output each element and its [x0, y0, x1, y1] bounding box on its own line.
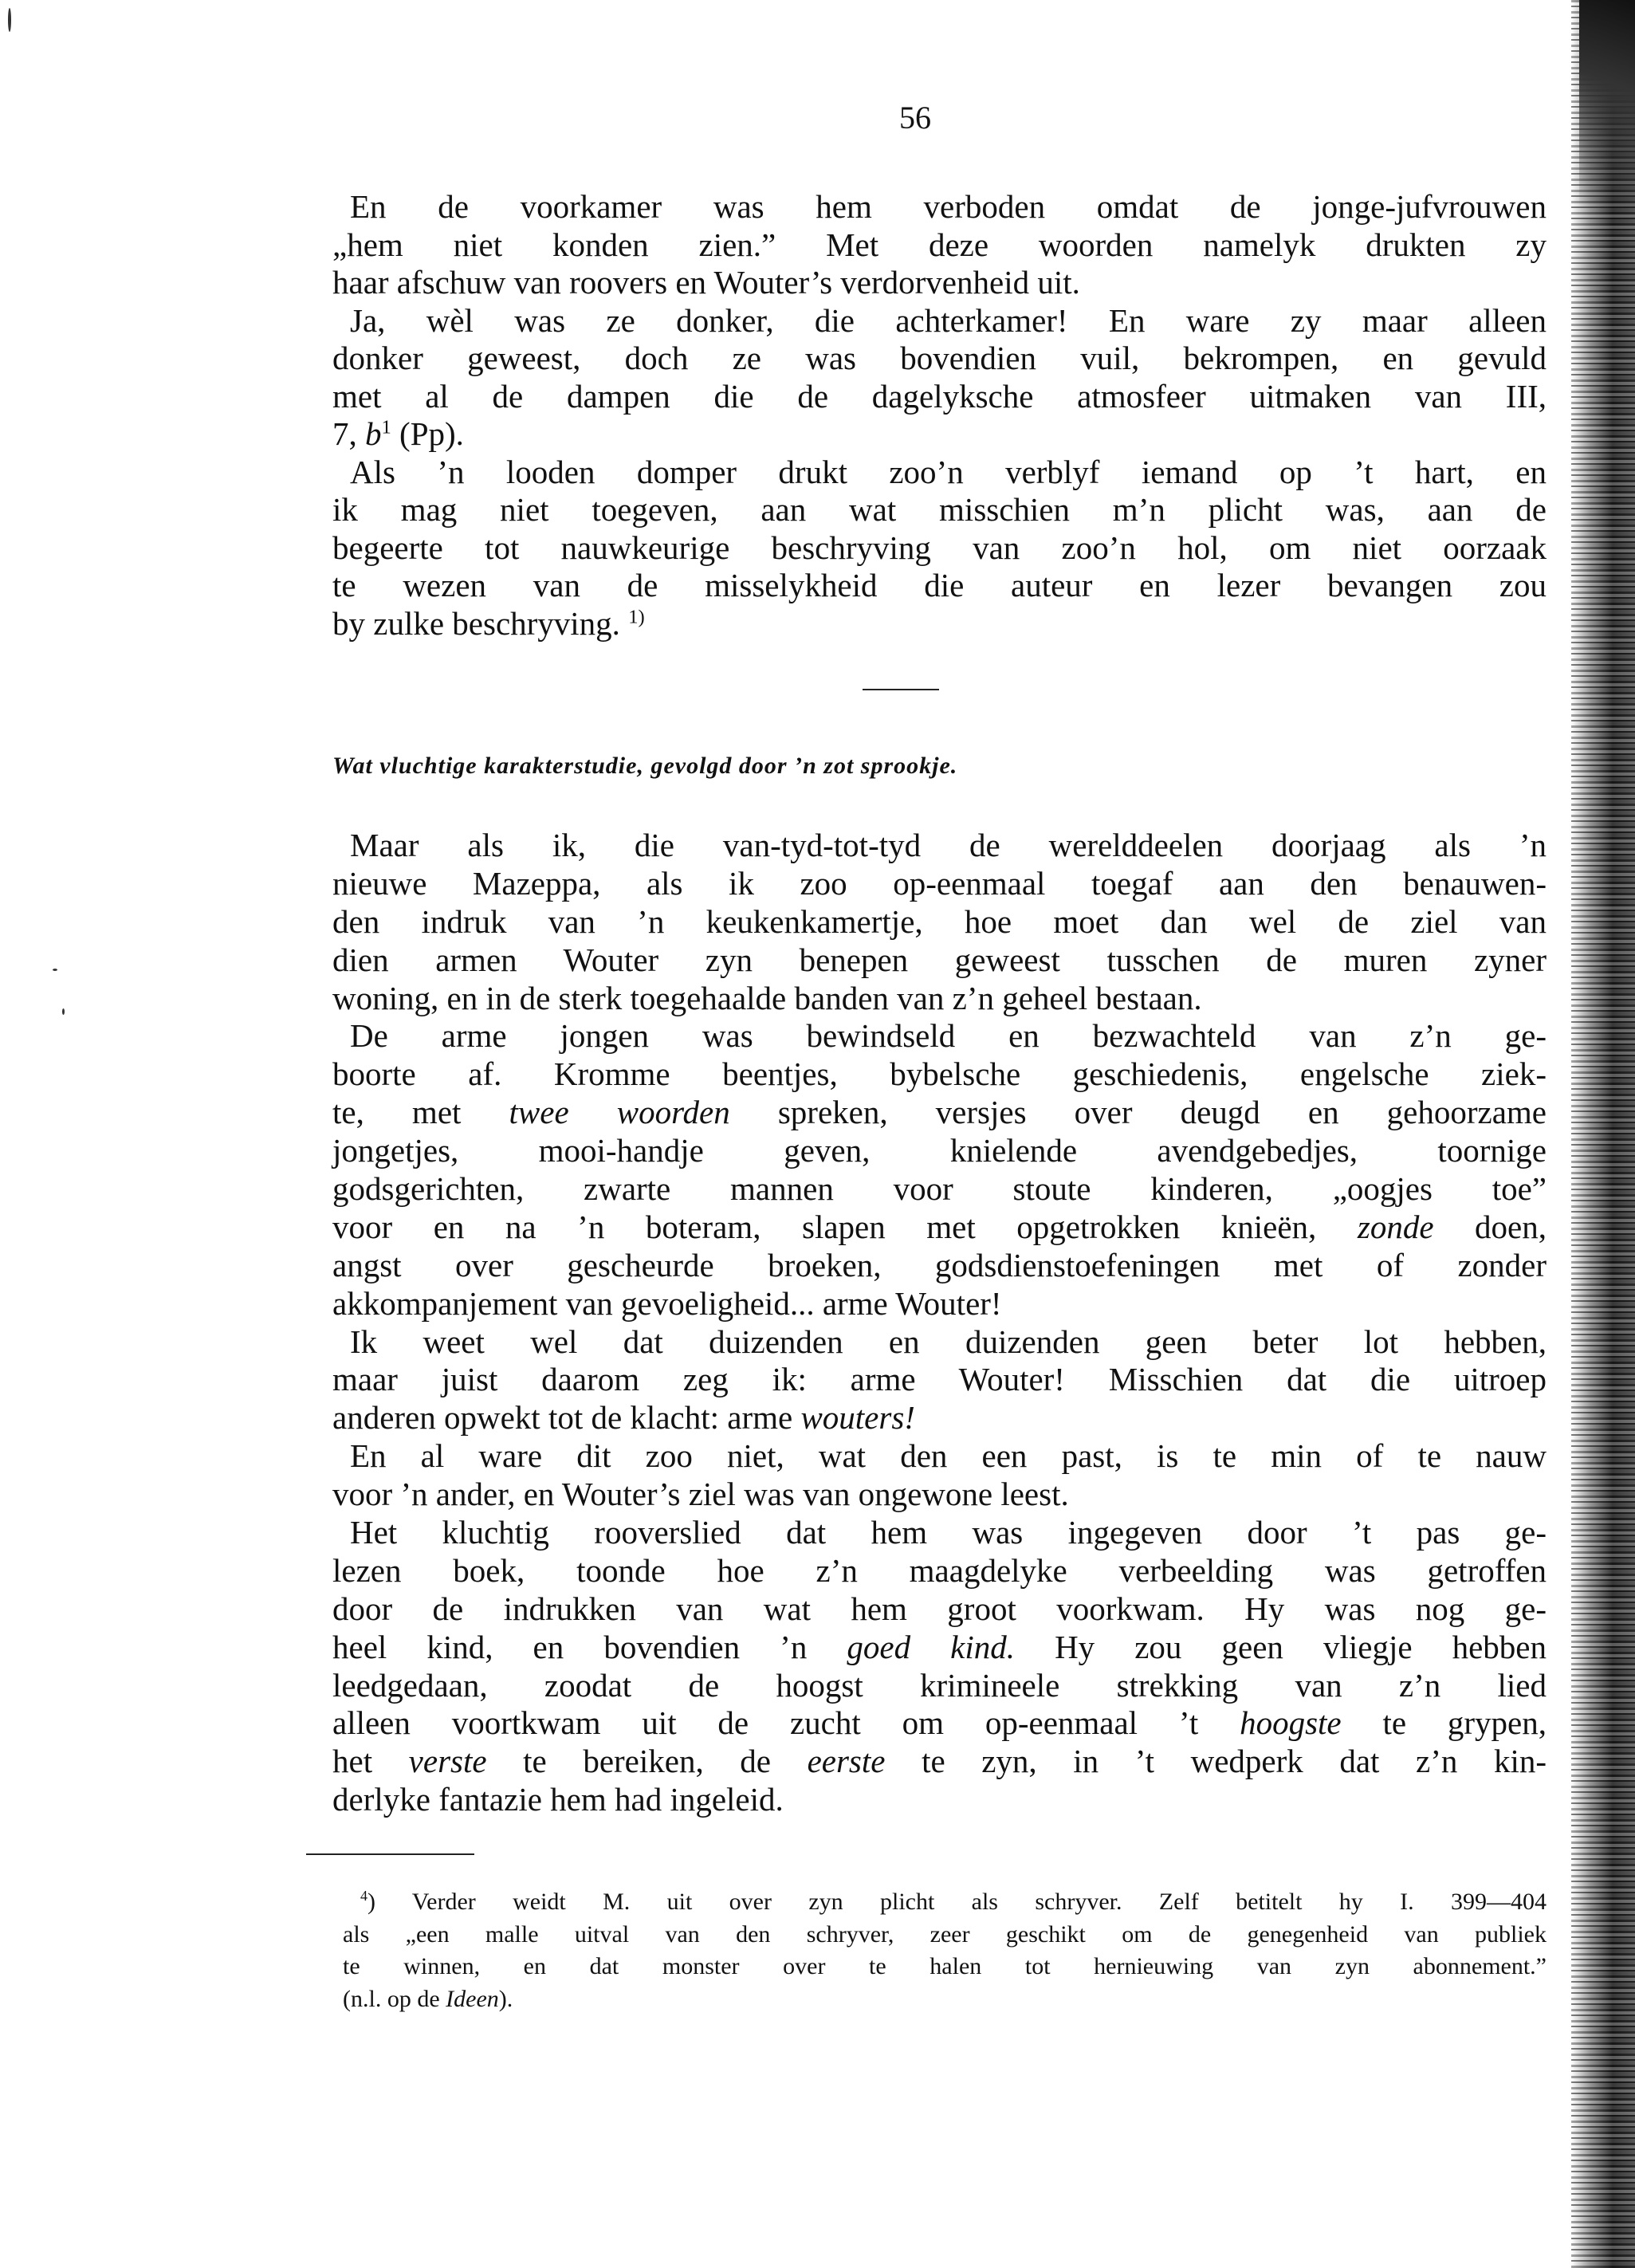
text-run: Ik weet wel dat duizenden en duizenden geen beter lot hebben,	[350, 1323, 1547, 1360]
text-run: lezen boek, toonde hoe z’n maagdelyke verbeelding was getroffen	[332, 1551, 1547, 1589]
italic-text: wouters!	[800, 1399, 915, 1437]
opening-paragraph-line	[332, 605, 1547, 643]
body-paragraph-line	[332, 1629, 1547, 1667]
body-paragraph-line	[332, 1552, 1547, 1590]
text-run: Hy zou geen vliegje hebben	[1015, 1628, 1547, 1665]
text-run: En de voorkamer was hem verboden omdat de jonge-jufvrouwen	[350, 188, 1547, 225]
text-run: het	[332, 1743, 409, 1780]
text-run: akkompanjement van gevoeligheid... arme Wouter!	[332, 1284, 1002, 1322]
body-paragraph-line	[332, 1017, 1547, 1055]
text-run: alleen voortkwam uit de zucht om op-eenmaal ’t	[332, 1704, 1240, 1742]
text-run: Het kluchtig rooverslied dat hem was ingegeven door ’t pas ge-	[350, 1514, 1547, 1551]
opening-paragraph-line	[332, 415, 1547, 454]
text-run: „hem niet konden zien.” Met deze woorden namelyk drukten zy	[332, 226, 1547, 263]
page-number: 56	[899, 100, 931, 136]
body-paragraph-line	[332, 1209, 1547, 1247]
body-paragraph-line	[332, 1170, 1547, 1209]
body-paragraph-line	[332, 1743, 1547, 1781]
body-text	[332, 827, 1547, 1819]
text-run: Als ’n looden domper drukt zoo’n verblyf iemand op ’t hart, en	[350, 453, 1547, 490]
body-paragraph-line	[332, 1781, 1547, 1819]
italic-text: Ideen	[446, 1985, 499, 2012]
footnote-divider	[306, 1853, 474, 1855]
body-paragraph-line	[332, 1514, 1547, 1552]
body-paragraph-line	[332, 1361, 1547, 1399]
text-run: Ja, wèl was ze donker, die achterkamer! En ware zy maar alleen	[350, 301, 1547, 339]
body-paragraph-line	[332, 1132, 1547, 1170]
body-paragraph-line	[332, 980, 1547, 1018]
text-run: te bereiken, de	[486, 1743, 808, 1780]
body-paragraph-line	[332, 1094, 1547, 1132]
footnote-marker: 4	[360, 1888, 367, 1904]
footnote-line	[343, 1886, 1547, 1919]
text-run: donker geweest, doch ze was bovendien vuil, bekrompen, en gevuld	[332, 340, 1547, 376]
opening-paragraph-line	[332, 264, 1547, 302]
footnote-line	[343, 1951, 1547, 1983]
text-run: met al de dampen die de dagelyksche atmosfeer uitmaken van III,	[332, 377, 1547, 415]
text-run: als „een malle uitval van den schryver, zeer geschikt om de genegenheid van publiek	[343, 1920, 1547, 1948]
text-run: ) Verder weidt M. uit over zyn plicht als schryver. Zelf betitelt hy I. 399—404	[367, 1889, 1547, 1915]
text-run: den indruk van ’n keukenkamertje, hoe moet dan wel de ziel van	[332, 902, 1547, 940]
text-run: voor ’n ander, en Wouter’s ziel was van ongewone leest.	[332, 1476, 1069, 1513]
text-run: begeerte tot nauwkeurige beschryving van zoo’n hol, om niet oorzaak	[332, 529, 1547, 566]
body-paragraph-line	[332, 1399, 1547, 1437]
scan-edge-shadow	[1571, 0, 1635, 2268]
text-run: maar juist daarom zeg ik: arme Wouter! Misschien dat die uitroep	[332, 1361, 1547, 1398]
opening-paragraph-line	[332, 529, 1547, 568]
text-run: te grypen,	[1341, 1704, 1547, 1742]
body-paragraph-line	[332, 1055, 1547, 1094]
body-paragraph-line	[332, 1590, 1547, 1629]
text-run: derlyke fantazie hem had ingeleid.	[332, 1781, 784, 1818]
body-paragraph-line	[332, 1476, 1547, 1514]
text-run: angst over gescheurde broeken, godsdienstoefeningen met of zonder	[332, 1246, 1547, 1283]
italic-text: b	[365, 415, 382, 452]
body-paragraph-line	[332, 1667, 1547, 1705]
body-paragraph-line	[332, 865, 1547, 903]
opening-paragraph-line	[332, 491, 1547, 529]
text-run: Maar als ik, die van-tyd-tot-tyd de werelddeelen doorjaag als ’n	[350, 827, 1547, 863]
footnote-line	[343, 1919, 1547, 1952]
section-divider	[863, 689, 939, 690]
text-run: (Pp).	[391, 415, 464, 452]
scan-speck	[62, 1008, 65, 1015]
scan-speck	[8, 8, 11, 32]
text-run: En al ware dit zoo niet, wat den een past, is te min of te nauw	[350, 1437, 1547, 1475]
text-run: by zulke beschryving.	[332, 604, 629, 642]
opening-paragraph-line	[332, 226, 1547, 265]
text-run: 7,	[332, 415, 365, 452]
italic-text: twee woorden	[509, 1094, 730, 1131]
text-run: spreken, versjes over deugd en gehoorzame	[729, 1094, 1547, 1131]
text-run: ik mag niet toegeven, aan wat misschien m’n plicht was, aan de	[332, 491, 1547, 528]
footnote-marker: 1)	[628, 605, 645, 627]
opening-paragraph-line	[332, 454, 1547, 492]
opening-paragraph-line	[332, 188, 1547, 226]
opening-paragraph-line	[332, 302, 1547, 340]
scan-speck	[53, 969, 57, 971]
opening-paragraph-line	[332, 567, 1547, 605]
italic-text: hoogste	[1240, 1704, 1342, 1742]
body-paragraph-line	[332, 827, 1547, 865]
body-paragraph-line	[332, 1323, 1547, 1362]
body-paragraph-line	[332, 941, 1547, 980]
text-run: De arme jongen was bewindseld en bezwachteld van z’n ge-	[350, 1017, 1547, 1055]
text-run: godsgerichten, zwarte mannen voor stoute kinderen, „oogjes toe”	[332, 1170, 1547, 1208]
body-paragraph-line	[332, 1285, 1547, 1323]
opening-paragraphs	[332, 188, 1547, 643]
text-run: door de indrukken van wat hem groot voorkwam. Hy was nog ge-	[332, 1590, 1547, 1627]
text-run: anderen opwekt tot de klacht: arme	[332, 1399, 801, 1437]
text-run: doen,	[1433, 1208, 1547, 1245]
text-run: woning, en in de sterk toegehaalde banden van z’n geheel bestaan.	[332, 979, 1202, 1016]
footnotes	[343, 1886, 1547, 2015]
italic-text: eerste	[807, 1743, 886, 1780]
text-run: te wezen van de misselykheid die auteur en lezer bevangen zou	[332, 567, 1547, 603]
text-run: te zyn, in ’t wedperk dat z’n kin-	[885, 1743, 1547, 1780]
italic-text: goed kind.	[847, 1628, 1015, 1665]
footnote-marker: 1	[381, 416, 391, 438]
body-paragraph-line	[332, 903, 1547, 941]
opening-paragraph-line	[332, 340, 1547, 378]
text-run: dien armen Wouter zyn benepen geweest tusschen de muren zyner	[332, 941, 1547, 978]
body-paragraph-line	[332, 1247, 1547, 1285]
text-run: (n.l. op de	[343, 1985, 446, 2012]
text-run: te, met	[332, 1094, 509, 1131]
text-run: nieuwe Mazeppa, als ik zoo op-eenmaal toegaf aan den benauwen-	[332, 864, 1547, 902]
text-run: leedgedaan, zoodat de hoogst krimineele strekking van z’n lied	[332, 1666, 1547, 1704]
scan-corner-shadow	[1579, 0, 1635, 207]
body-paragraph-line	[332, 1437, 1547, 1476]
text-run: heel kind, en bovendien ’n	[332, 1628, 847, 1665]
footnote-line	[343, 1983, 1547, 2016]
italic-text: verste	[408, 1743, 487, 1780]
text-run: haar afschuw van roovers en Wouter’s verdorvenheid uit.	[332, 264, 1080, 301]
section-heading: Wat vluchtige karakterstudie, gevolgd door ’n zot sprookje.	[332, 753, 958, 779]
text-run: te winnen, en dat monster over te halen tot hernieuwing van zyn abonnement.”	[343, 1953, 1547, 1979]
italic-text: zonde	[1357, 1208, 1434, 1245]
text-run: jongetjes, mooi-handje geven, knielende avendgebedjes, toornige	[332, 1132, 1547, 1169]
text-run: ).	[498, 1985, 513, 2012]
text-run: voor en na ’n boteram, slapen met opgetrokken knieën,	[332, 1208, 1358, 1245]
text-run: boorte af. Kromme beentjes, bybelsche geschiedenis, engelsche ziek-	[332, 1055, 1547, 1093]
body-paragraph-line	[332, 1704, 1547, 1743]
opening-paragraph-line	[332, 378, 1547, 416]
